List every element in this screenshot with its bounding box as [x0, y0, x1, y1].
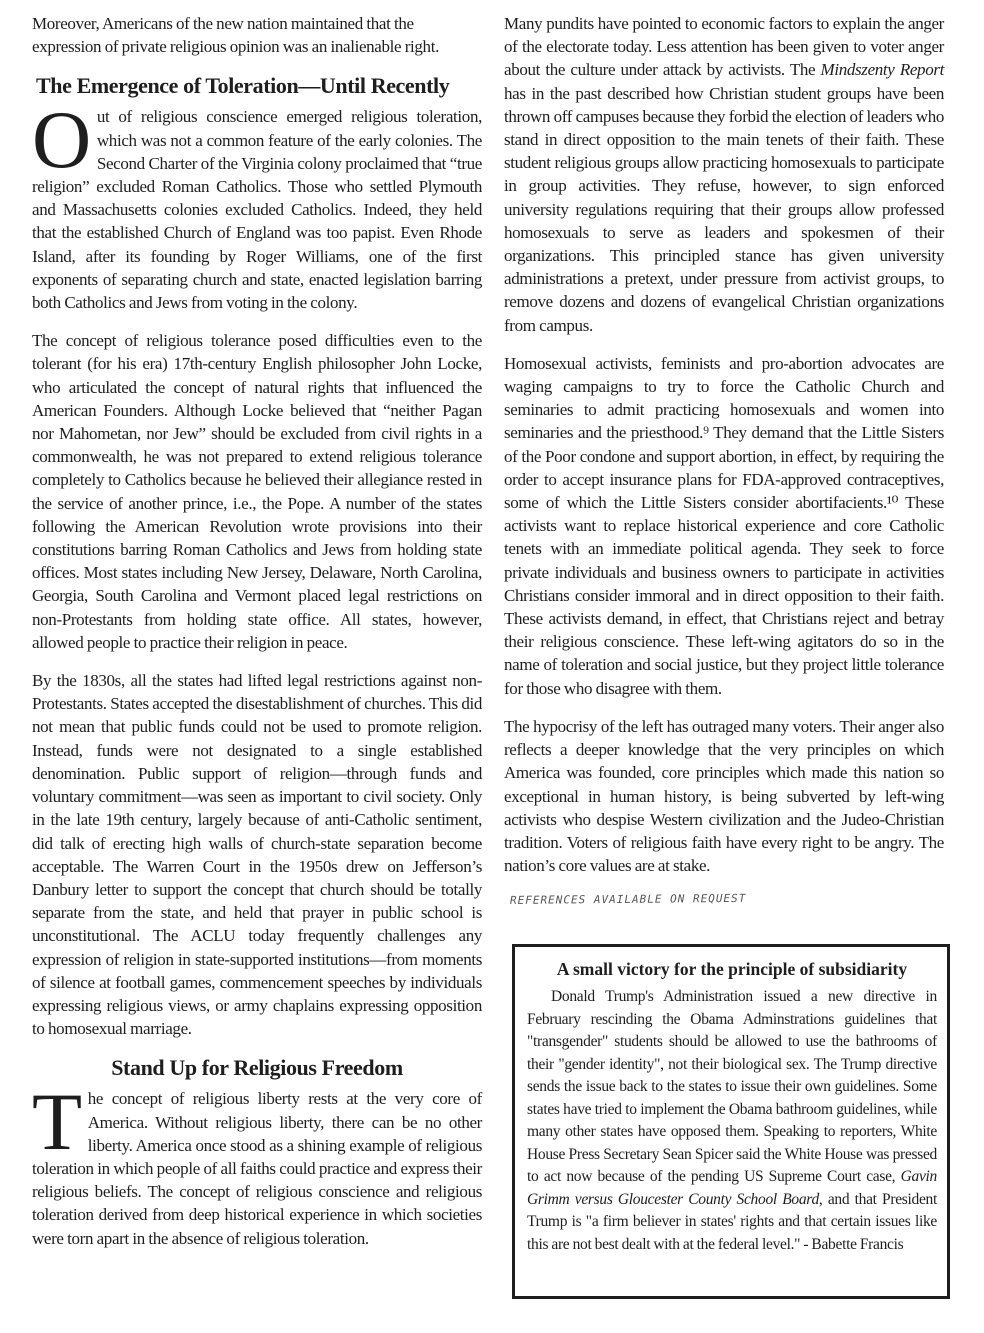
- paragraph-text: he concept of religious liberty rests at the very core of America. Without religious liberty, there can be no other liberty. America once stood as a shining example of religious toleration in which people of all faiths could practice and express their religious beliefs. The concept of religious conscience and religious toleration derived from deep historical experience in which societies were torn apart in the absence of religious toleration.: [32, 1089, 482, 1248]
- sidebar-text: Donald Trump's Administration issued a new directive in February rescinding the Obama Adminstrations guidelines that "transgender" students should be allowed to use the bathrooms of their "gender identity", not their biological sex. The Trump directive sends the issue back to the states to issue their own guidelines. Some states have tried to implement the Obama bathroom guidelines, while many other states have opposed them. Speaking to reporters, White House Press Secretary Sean Spicer said the White House was pressed to act now because of the pending US Supreme Court case,: [527, 988, 937, 1185]
- paragraph-text: Many pundits have pointed to economic factors to explain the anger of the electorate today. Less attention has been given to voter anger about the culture under attack by activists. The: [504, 14, 944, 80]
- publication-title: Mindszenty Report: [820, 60, 944, 80]
- references-handwritten-note: REFERENCES AVAILABLE ON REQUEST: [509, 892, 747, 908]
- intro-paragraph: Moreover, Americans of the new nation maintained that the expression of private religious opinion was an inalienable right.: [32, 14, 439, 57]
- paragraph-voter-anger: [504, 12, 944, 337]
- left-column: [32, 12, 482, 1265]
- sidebar-box: [512, 944, 950, 1299]
- sidebar-text: , and that President Trump is "a firm believer in states' rights and that certain issues like this are not best dealt with at the federal level." - Babette Francis: [527, 1190, 937, 1253]
- section-heading-stand-up: Stand Up for Religious Freedom: [111, 1055, 403, 1081]
- paragraph-text: has in the past described how Christian student groups have been thrown off campuses because they forbid the election of leaders who stand in direct opposition to the main tenets of their faith. These student religious groups allow practicing homosexuals to participate in group activities. They refuse, however, to sign enforced university regulations requiring that their groups allow professed homosexuals to serve as leaders and spokesmen of their organizations. This principled stance has given university administrations a pretext, under pressure from activist groups, to remove dozens and dozens of evangelical Christian organizations from campus.: [504, 83, 944, 335]
- paragraph-religious-conscience: [32, 94, 482, 314]
- paragraph-locke: The concept of religious tolerance posed difficulties even to the tolerant (for his era) 17th-century English philosopher John Locke, who articulated the concept of natural rights that influenced the American Founders. Although Locke believed that “neither Pagan nor Mahometan, nor Jew” should be excluded from civil rights in a commonwealth, he was not prepared to extend religious tolerance completely to Catholics because he believed their allegiance rested in the service of another prince, i.e., the Pope. A number of the states following the American Revolution wrote provisions into their constitutions barring Roman Catholics and Jews from holding state offices. Most states including New Jersey, Delaware, North Carolina, Georgia, South Carolina and Vermont placed legal restrictions on non-Protestants from holding state office. All states, however, allowed people to practice their religion in peace.: [32, 331, 482, 652]
- paragraph-1830s: By the 1830s, all the states had lifted legal restrictions against non-Protestants. States accepted the disestablishment of churches. This did not mean that public funds could not be used to promote religion. Instead, funds were not designated to a single established denomination. Public support of religion—through funds and voluntary commitment—was seen as important to civil society. Only in the late 19th century, largely because of anti-Catholic sentiment, did talk of erecting high walls of church-state separation become acceptable. The Warren Court in the 1950s drew on Jefferson’s Danbury letter to support the concept that church should be totally separate from the state, and held that prayer in public school is unconstitutional. The ACLU today frequently challenges any expression of religion in state-supported institutions—from moments of silence at football games, commencement speeches by individuals expressing religious views, or army chaplains expressing opposition to homosexual marriage.: [32, 671, 482, 1039]
- paragraph-hypocrisy: The hypocrisy of the left has outraged many voters. Their anger also reflects a deeper knowledge that the very principles on which America was founded, core principles which made this nation so exceptional in human history, is being subverted by left-wing activists who despise Western civilization and the Judeo-Christian tradition. Voters of religious faith have every right to be angry. The nation’s core values are at stake.: [504, 716, 944, 876]
- paragraph-religious-liberty: [32, 1076, 482, 1249]
- court-case-title: Gavin Grimm versus Gloucester County School Board: [527, 1168, 937, 1208]
- paragraph-text: ut of religious conscience emerged religious toleration, which was not a common feature of the early colonies. The Second Charter of the Virginia colony proclaimed that “true religion” excluded Roman Catholics. Those who settled Plymouth and Massachusetts colonies excluded Catholics. Indeed, they held that the established Church of England was too papist. Even Rhode Island, after its founding by Roger Williams, one of the first exponents of separating church and state, enacted legislation barring both Catholics and Jews from voting in the colony.: [32, 107, 482, 313]
- dropcap-letter: T: [32, 1076, 82, 1168]
- section-heading-emergence: The Emergence of Toleration—Until Recently: [36, 73, 450, 99]
- right-column: [504, 12, 944, 908]
- sidebar-title: A small victory for the principle of subsidiarity: [556, 959, 908, 979]
- dropcap-letter: O: [32, 94, 91, 186]
- sidebar-body: [527, 986, 937, 1256]
- paragraph-activists: Homosexual activists, feminists and pro-abortion advocates are waging campaigns to try to force the Catholic Church and seminaries to admit practicing homosexuals and women into seminaries and the priesthood.⁹ They demand that the Little Sisters of the Poor condone and support abortion, in effect, by requiring the order to accept insurance plans for FDA-approved contraceptives, some of which the Little Sisters consider abortifacients.¹⁰ These activists want to replace historical experience and core Catholic tenets with an immediate political agenda. They seek to force private individuals and business owners to participate in activities Christians consider immoral and in direct opposition to their faith. These activists demand, in effect, that Christians reject and betray their religious conscience. These left-wing agitators do so in the name of toleration and social justice, but they project little tolerance for those who disagree with them.: [504, 353, 944, 698]
